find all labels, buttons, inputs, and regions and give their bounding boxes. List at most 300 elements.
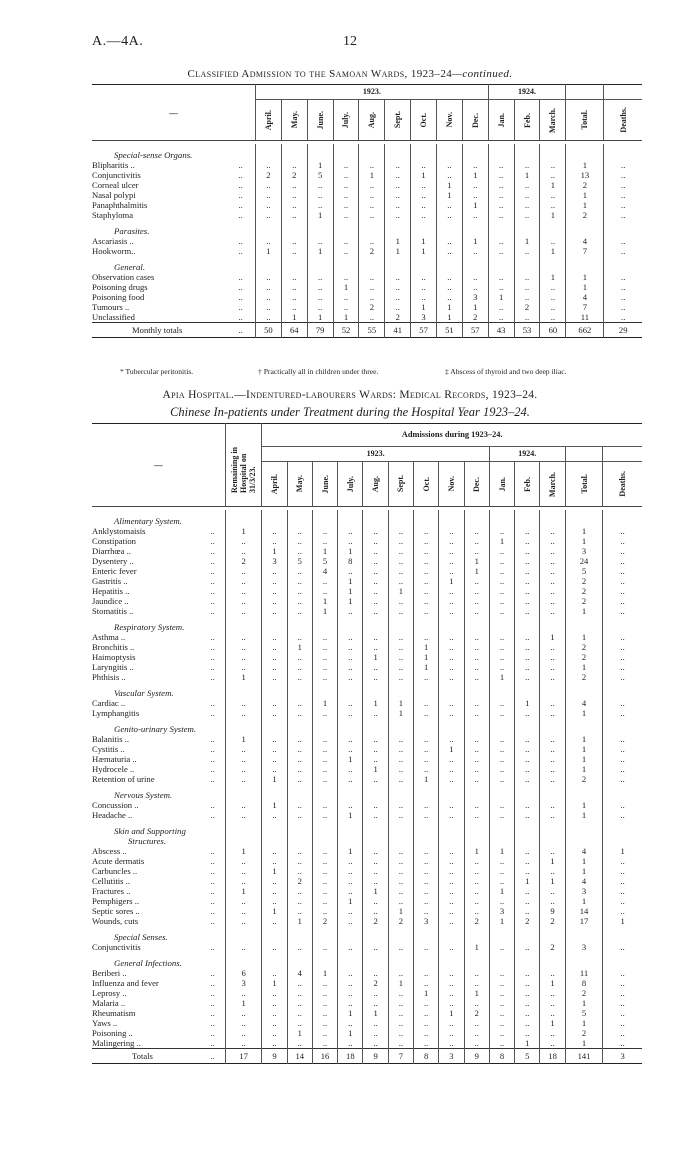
cell-value: ..: [225, 596, 261, 606]
group-spacer-cell: [603, 682, 642, 698]
cell-value: 17: [565, 916, 603, 926]
cell-value: 1: [255, 246, 281, 256]
cell-value: ..: [515, 576, 540, 586]
cell-value: ..: [281, 302, 307, 312]
table-row: [92, 942, 642, 952]
cell-value: 1: [225, 672, 261, 682]
cell-value: ..: [287, 886, 312, 896]
row-leader: ..: [210, 642, 215, 652]
month-label: Aug.: [371, 475, 381, 493]
cell-value: ..: [225, 876, 261, 886]
cell-value: ..: [388, 942, 413, 952]
cell-value: 1: [414, 988, 439, 998]
cell-value: ..: [540, 1008, 565, 1018]
total-year-spacer: [565, 447, 603, 462]
cell-value: 2: [225, 556, 261, 566]
cell-value: ..: [515, 1018, 540, 1028]
cell-value: 11: [566, 312, 604, 323]
cell-value: 1: [312, 606, 337, 616]
cell-value: ..: [515, 754, 540, 764]
cell-value: 1: [565, 866, 603, 876]
cell-value: ..: [287, 846, 312, 856]
cell-value: 1: [281, 312, 307, 323]
cell-value: ..: [312, 1008, 337, 1018]
row-label: Wounds, cuts: [92, 916, 139, 926]
group-spacer-cell: [225, 820, 261, 836]
cell-value: ..: [411, 210, 437, 220]
group-spacer-cell: [464, 718, 489, 734]
cell-value: ..: [363, 988, 388, 998]
cell-value: ..: [414, 846, 439, 856]
cell-value: ..: [388, 536, 413, 546]
row-label: Hæmaturia ..: [92, 754, 137, 764]
total-value: 9: [363, 1049, 388, 1064]
group-spacer-cell: [414, 718, 439, 734]
cell-value: ..: [225, 942, 261, 952]
row-leader: ..: [210, 846, 215, 856]
cell-value: 1: [565, 1018, 603, 1028]
group-spacer-cell: [287, 836, 312, 846]
group-spacer-cell: [439, 510, 464, 526]
row-leader: ..: [210, 988, 215, 998]
cell-value: 1: [439, 576, 464, 586]
cell-value: ..: [488, 210, 514, 220]
cell-value: 6: [225, 968, 261, 978]
cell-value: ..: [388, 896, 413, 906]
cell-value: 1: [338, 1028, 363, 1038]
group-spacer-cell: [489, 784, 514, 800]
cell-value: ..: [604, 210, 642, 220]
cell-value: ..: [262, 810, 287, 820]
cell-value: 2: [540, 916, 565, 926]
total-value: 79: [307, 323, 333, 338]
cell-value: ..: [540, 546, 565, 556]
group-spacer-cell: [225, 926, 261, 942]
cell-value: 2: [565, 652, 603, 662]
row-leader: ..: [210, 1008, 215, 1018]
cell-value: 1: [603, 846, 642, 856]
cell-value: 1: [566, 200, 604, 210]
cell-value: ..: [281, 272, 307, 282]
group-spacer-cell: [439, 616, 464, 632]
cell-value: ..: [439, 566, 464, 576]
cell-value: ..: [439, 1038, 464, 1049]
cell-value: ..: [603, 652, 642, 662]
cell-value: ..: [414, 886, 439, 896]
cell-value: ..: [359, 180, 385, 190]
group-spacer-cell: [414, 926, 439, 942]
cell-value: 1: [462, 200, 488, 210]
cell-value: ..: [388, 1018, 413, 1028]
cell-value: ..: [439, 536, 464, 546]
cell-value: ..: [489, 876, 514, 886]
row-label: Enteric fever: [92, 566, 137, 576]
cell-value: ..: [464, 978, 489, 988]
cell-value: 1: [464, 988, 489, 998]
cell-value: 1: [388, 978, 413, 988]
cell-value: ..: [262, 652, 287, 662]
row-leader: ..: [210, 810, 215, 820]
group-heading: Alimentary System.: [114, 516, 182, 526]
cell-value: ..: [603, 810, 642, 820]
total-value: 5: [515, 1049, 540, 1064]
cell-value: ..: [287, 764, 312, 774]
cell-value: ..: [307, 272, 333, 282]
cell-value: 1: [565, 896, 603, 906]
cell-value: 1: [565, 800, 603, 810]
cell-value: ..: [388, 566, 413, 576]
cell-value: 2: [565, 576, 603, 586]
cell-value: ..: [338, 662, 363, 672]
cell-value: ..: [338, 1018, 363, 1028]
totals-leader: ..: [200, 1049, 225, 1064]
cell-value: 3: [565, 546, 603, 556]
cell-value: ..: [414, 734, 439, 744]
cell-value: ..: [489, 606, 514, 616]
cell-value: ..: [604, 246, 642, 256]
cell-value: ..: [385, 282, 411, 292]
row-label: Constipation: [92, 536, 136, 546]
cell-value: ..: [540, 652, 565, 662]
month-header: [363, 462, 388, 507]
cell-value: 1: [338, 810, 363, 820]
month-header: [287, 462, 312, 507]
row-label: Corneal ulcer: [92, 180, 139, 190]
cell-value: 2: [515, 916, 540, 926]
total-value: 141: [565, 1049, 603, 1064]
row-leader: ..: [210, 856, 215, 866]
group-spacer-cell: [515, 926, 540, 942]
cell-value: ..: [363, 906, 388, 916]
cell-value: ..: [489, 856, 514, 866]
cell-value: ..: [287, 586, 312, 596]
cell-value: 1: [338, 754, 363, 764]
cell-value: ..: [338, 1038, 363, 1049]
group-spacer-cell: [255, 220, 281, 236]
cell-value: ..: [307, 180, 333, 190]
group-spacer-cell: [312, 820, 337, 836]
cell-value: ..: [281, 200, 307, 210]
cell-value: ..: [363, 526, 388, 536]
row-label: Bronchitis ..: [92, 642, 135, 652]
cell-value: 1: [565, 754, 603, 764]
cell-value: ..: [514, 200, 540, 210]
cell-value: ..: [439, 596, 464, 606]
month-label: Oct.: [419, 112, 429, 128]
row-label: Ascariasis ..: [92, 236, 134, 246]
cell-value: ..: [262, 856, 287, 866]
group-spacer-cell: [515, 616, 540, 632]
cell-value: 8: [338, 556, 363, 566]
month-label: Dec.: [470, 112, 480, 128]
cell-value: ..: [363, 856, 388, 866]
cell-value: 1: [338, 546, 363, 556]
cell-value: ..: [540, 170, 566, 180]
cell-value: ..: [439, 866, 464, 876]
cell-value: ..: [603, 978, 642, 988]
cell-value: ..: [414, 968, 439, 978]
row-label: Dysentery ..: [92, 556, 134, 566]
group-spacer-cell: [225, 718, 261, 734]
cell-value: ..: [515, 968, 540, 978]
group-spacer-cell: [287, 926, 312, 942]
group-spacer-cell: [312, 510, 337, 526]
cell-value: ..: [414, 708, 439, 718]
cell-value: ..: [489, 662, 514, 672]
table-row: [92, 876, 642, 886]
cell-value: ..: [464, 606, 489, 616]
total-value: 29: [604, 323, 642, 338]
cell-value: ..: [388, 866, 413, 876]
cell-value: ..: [603, 876, 642, 886]
group-spacer-cell: [489, 718, 514, 734]
cell-value: ..: [338, 764, 363, 774]
deaths-year-spacer: [603, 447, 642, 462]
group-spacer-cell: [307, 220, 333, 236]
year-1923-header: 1923.: [255, 85, 488, 100]
cell-value: ..: [225, 988, 261, 998]
cell-value: 1: [515, 698, 540, 708]
group-spacer-cell: [359, 220, 385, 236]
row-label: Cellutitis ..: [92, 876, 130, 886]
cell-value: 1: [262, 906, 287, 916]
cell-value: ..: [439, 978, 464, 988]
cell-value: 1: [515, 876, 540, 886]
deaths-year-spacer: [604, 85, 642, 100]
footnote-3: ‡ Abscess of thyroid and two deep iliac.: [445, 367, 567, 376]
cell-value: ..: [363, 1028, 388, 1038]
cell-value: ..: [388, 642, 413, 652]
cell-value: 1: [262, 774, 287, 784]
cell-value: ..: [414, 942, 439, 952]
group-spacer-cell: [439, 682, 464, 698]
cell-value: ..: [540, 1028, 565, 1038]
cell-value: ..: [262, 566, 287, 576]
total-value: 9: [262, 1049, 287, 1064]
row-leader: ..: [210, 754, 215, 764]
group-spacer-cell: [363, 836, 388, 846]
cell-value: ..: [414, 698, 439, 708]
cell-value: ..: [225, 662, 261, 672]
cell-value: ..: [437, 200, 463, 210]
cell-value: ..: [515, 988, 540, 998]
group-spacer-cell: [262, 836, 287, 846]
cell-value: ..: [603, 698, 642, 708]
row-leader: ..: [210, 698, 215, 708]
cell-value: ..: [312, 1038, 337, 1049]
cell-value: ..: [287, 856, 312, 866]
month-label: Aug.: [367, 111, 377, 129]
cell-value: ..: [338, 606, 363, 616]
group-heading: Special-sense Organs.: [114, 150, 193, 160]
cell-value: ..: [439, 774, 464, 784]
table-row: [92, 1038, 642, 1049]
cell-value: ..: [515, 672, 540, 682]
cell-value: ..: [363, 632, 388, 642]
cell-value: ..: [287, 896, 312, 906]
row-label: Asthma ..: [92, 632, 126, 642]
cell-value: 1: [312, 968, 337, 978]
cell-value: ..: [604, 292, 642, 302]
group-spacer-cell: [439, 820, 464, 836]
group-spacer-cell: [514, 220, 540, 236]
cell-value: 1: [489, 886, 514, 896]
group-heading: Nervous System.: [114, 790, 173, 800]
cell-value: ..: [540, 896, 565, 906]
cell-value: ..: [388, 988, 413, 998]
total-value: 64: [281, 323, 307, 338]
cell-value: ..: [464, 632, 489, 642]
cell-value: ..: [515, 856, 540, 866]
group-spacer-cell: [411, 256, 437, 272]
group-spacer-cell: [338, 820, 363, 836]
cell-value: 2: [363, 916, 388, 926]
group-spacer-cell: [388, 926, 413, 942]
group-spacer-cell: [540, 784, 565, 800]
group-spacer-cell: [363, 718, 388, 734]
remaining-header: [225, 424, 261, 507]
cell-value: 2: [565, 988, 603, 998]
table-row: [92, 302, 642, 312]
cell-value: ..: [312, 754, 337, 764]
cell-value: ..: [414, 744, 439, 754]
group-heading: Skin and Supporting: [114, 826, 186, 836]
cell-value: ..: [225, 866, 261, 876]
month-header: [439, 462, 464, 507]
total-value: 41: [385, 323, 411, 338]
total-value: 50: [255, 323, 281, 338]
table-row: [92, 916, 642, 926]
cell-value: ..: [489, 566, 514, 576]
group-spacer-cell: [312, 784, 337, 800]
cell-value: ..: [540, 236, 566, 246]
cell-value: ..: [363, 576, 388, 586]
table-row: [92, 754, 642, 764]
group-spacer-cell: [462, 144, 488, 160]
group-spacer-cell: [287, 820, 312, 836]
cell-value: ..: [462, 246, 488, 256]
cell-value: ..: [262, 596, 287, 606]
cell-value: ..: [359, 282, 385, 292]
cell-value: ..: [255, 282, 281, 292]
cell-value: ..: [411, 282, 437, 292]
group-spacer-cell: [437, 144, 463, 160]
cell-value: 5: [287, 556, 312, 566]
cell-value: ..: [225, 810, 261, 820]
cell-value: ..: [439, 998, 464, 1008]
cell-value: 1: [464, 556, 489, 566]
cell-value: ..: [262, 1028, 287, 1038]
cell-value: ..: [385, 292, 411, 302]
table-row: [92, 906, 642, 916]
cell-value: 1: [338, 576, 363, 586]
month-header: [462, 100, 488, 141]
month-label: Dec.: [472, 476, 482, 492]
group-spacer-cell: [385, 256, 411, 272]
cell-value: 1: [437, 312, 463, 323]
cell-value: ..: [515, 1008, 540, 1018]
group-spacer-cell: [414, 616, 439, 632]
cell-value: ..: [540, 734, 565, 744]
row-leader: ..: [210, 886, 215, 896]
group-spacer-cell: [464, 784, 489, 800]
cell-value: ..: [489, 896, 514, 906]
cell-value: ..: [515, 978, 540, 988]
cell-value: ..: [515, 886, 540, 896]
cell-value: 1: [566, 190, 604, 200]
cell-value: ..: [363, 596, 388, 606]
table-row: [92, 170, 642, 180]
total-value: 18: [338, 1049, 363, 1064]
cell-value: ..: [338, 856, 363, 866]
group-spacer-cell: [439, 836, 464, 846]
cell-value: ..: [604, 236, 642, 246]
cell-value: 1: [333, 312, 359, 323]
cell-value: ..: [287, 536, 312, 546]
group-spacer-cell: [312, 926, 337, 942]
group-spacer-cell: [312, 616, 337, 632]
cell-value: 1: [565, 632, 603, 642]
cell-value: ..: [312, 896, 337, 906]
cell-value: ..: [489, 596, 514, 606]
cell-value: ..: [312, 576, 337, 586]
group-spacer-cell: [439, 784, 464, 800]
cell-value: ..: [488, 282, 514, 292]
row-leader: ..: [238, 180, 243, 190]
row-leader: ..: [210, 764, 215, 774]
cell-value: 1: [489, 536, 514, 546]
cell-value: 1: [565, 810, 603, 820]
table2-title: Apia Hospital.—Indentured-labourers Wards: Medical Records, 1923–24.: [162, 389, 538, 401]
cell-value: ..: [312, 856, 337, 866]
cell-value: ..: [255, 180, 281, 190]
cell-value: ..: [338, 800, 363, 810]
group-spacer-cell: [262, 682, 287, 698]
cell-value: 1: [333, 282, 359, 292]
cell-value: ..: [603, 968, 642, 978]
cell-value: ..: [414, 866, 439, 876]
table-row: [92, 810, 642, 820]
cell-value: ..: [414, 896, 439, 906]
row-leader: ..: [238, 170, 243, 180]
cell-value: ..: [514, 246, 540, 256]
cell-value: ..: [363, 606, 388, 616]
row-label: Staphyloma: [92, 210, 134, 220]
cell-value: ..: [388, 886, 413, 896]
cell-value: ..: [255, 200, 281, 210]
row-label: Malingering ..: [92, 1038, 141, 1048]
cell-value: ..: [363, 642, 388, 652]
cell-value: ..: [287, 546, 312, 556]
cell-value: ..: [363, 1038, 388, 1049]
cell-value: ..: [287, 596, 312, 606]
group-spacer-cell: [464, 836, 489, 846]
total-value: 57: [411, 323, 437, 338]
cell-value: ..: [464, 708, 489, 718]
cell-value: ..: [388, 876, 413, 886]
table-row: [92, 896, 642, 906]
group-spacer-cell: [439, 718, 464, 734]
cell-value: ..: [338, 536, 363, 546]
cell-value: ..: [307, 292, 333, 302]
group-spacer-cell: [338, 926, 363, 942]
cell-value: 4: [565, 698, 603, 708]
group-spacer-cell: [388, 510, 413, 526]
cell-value: ..: [312, 978, 337, 988]
cell-value: ..: [359, 272, 385, 282]
cell-value: 2: [565, 1028, 603, 1038]
cell-value: ..: [489, 708, 514, 718]
